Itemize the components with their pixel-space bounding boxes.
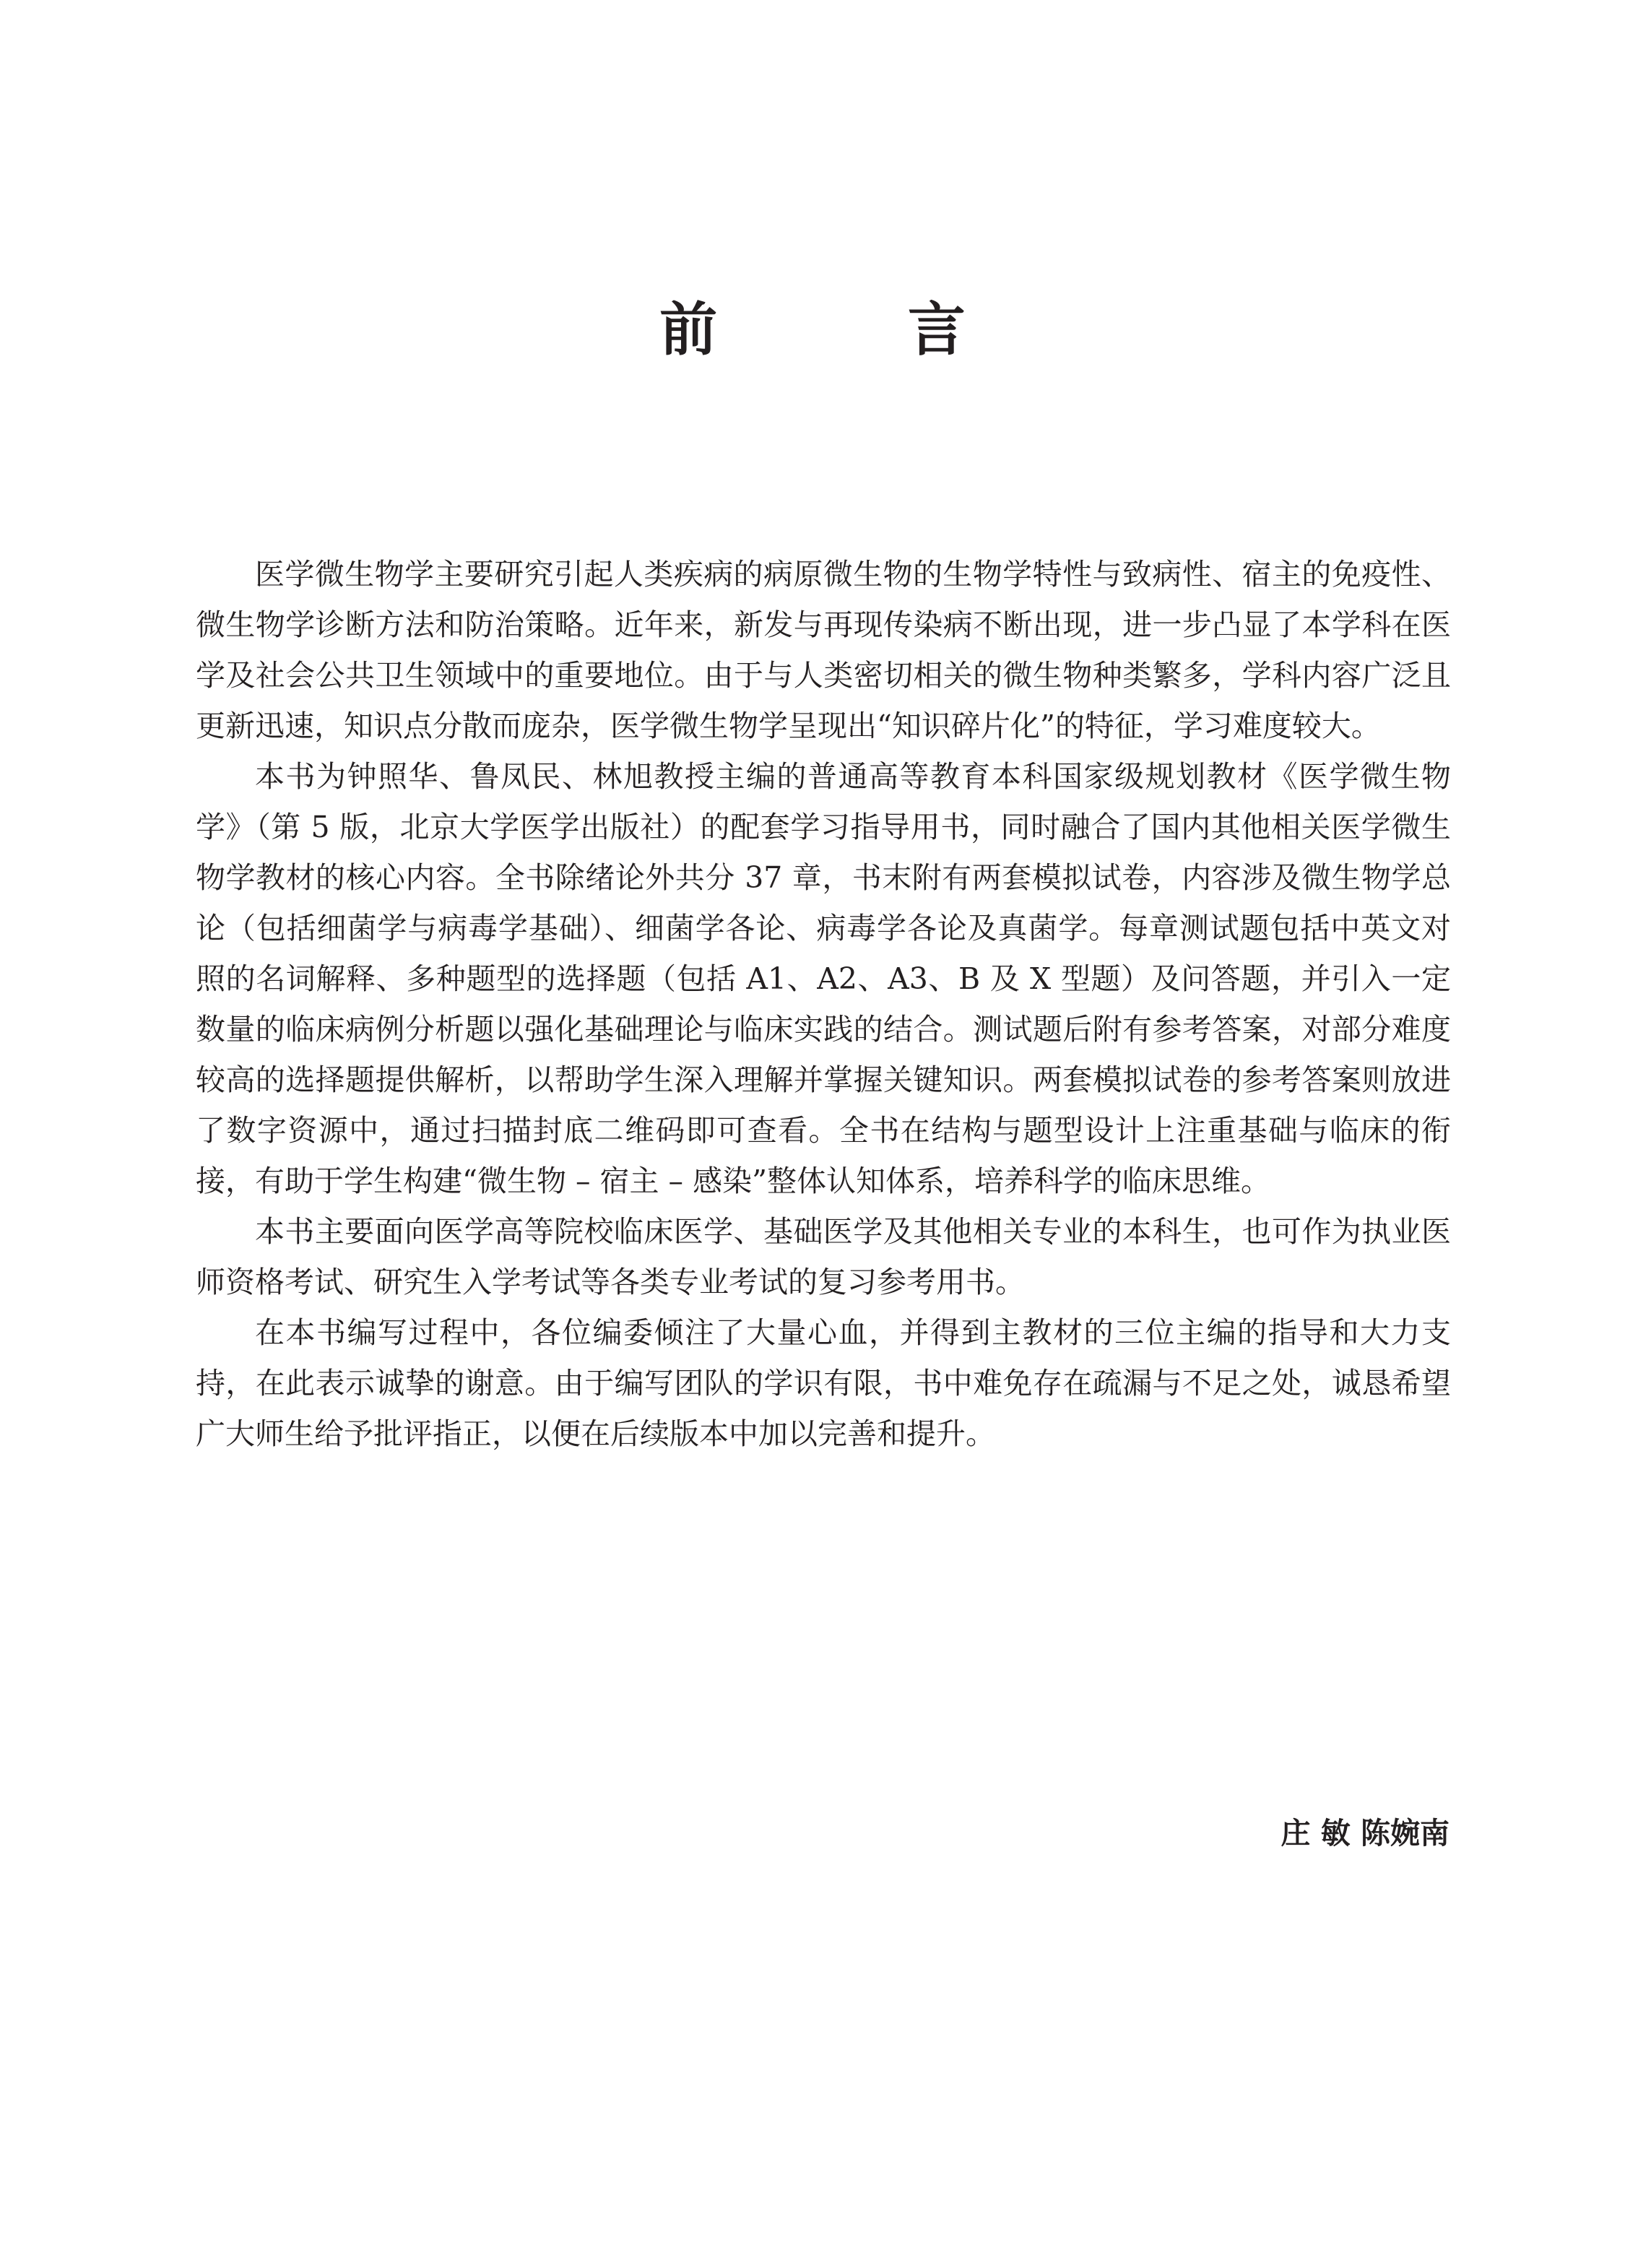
paragraph-4: 在本书编写过程中，各位编委倾注了大量心血，并得到主教材的三位主编的指导和大力支持，在此表示诚挚的谢意。由于编写团队的学识有限，书中难免存在疏漏与不足之处，诚恳希望广大师生给予批评指正，以便在后续版本中加以完善和提升。 bbox=[196, 1315, 1451, 1451]
paragraph-1: 医学微生物学主要研究引起人类疾病的病原微生物的生物学特性与致病性、宿主的免疫性、微生物学诊断方法和防治策略。近年来，新发与再现传染病不断出现，进一步凸显了本学科在医学及社会公共卫生领域中的重要地位。由于与人类密切相关的微生物种类繁多，学科内容广泛且更新迅速，知识点分散而庞杂，医学微生物学呈现出“知识碎片化”的特征，学习难度较大。 bbox=[196, 557, 1451, 743]
paragraph-2: 本书为钟照华、鲁凤民、林旭教授主编的普通高等教育本科国家级规划教材《医学微生物学》（第 5 版，北京大学医学出版社）的配套学习指导用书，同时融合了国内其他相关医学微生物学教材的核心内容。全书除绪论外共分 37 章，书末附有两套模拟试卷，内容涉及微生物学总论（包括细菌学与病毒学基础）、细菌学各论、病毒学各论及真菌学。每章测试题包括中英文对照的名词解释、多种题型的选择题（包括 A1、A2、A3、B 及 X 型题）及问答题，并引入一定数量的临床病例分析题以强化基础理论与临床实践的结合。测试题后附有参考答案，对部分难度较高的选择题提供解析，以帮助学生深入理解并掌握关键知识。两套模拟试卷的参考答案则放进了数字资源中，通过扫描封底二维码即可查看。全书在结构与题型设计上注重基础与临床的衔接，有助于学生构建“微生物 – 宿主 – 感染”整体认知体系，培养科学的临床思维。 bbox=[196, 759, 1451, 1198]
preface-body bbox=[196, 549, 1451, 1459]
paragraph-3: 本书主要面向医学高等院校临床医学、基础医学及其他相关专业的本科生，也可作为执业医师资格考试、研究生入学考试等各类专业考试的复习参考用书。 bbox=[196, 1214, 1451, 1299]
author-signature: 庄 敏 陈婉南 bbox=[1280, 1816, 1450, 1851]
page-title: 前 言 bbox=[659, 296, 1051, 363]
